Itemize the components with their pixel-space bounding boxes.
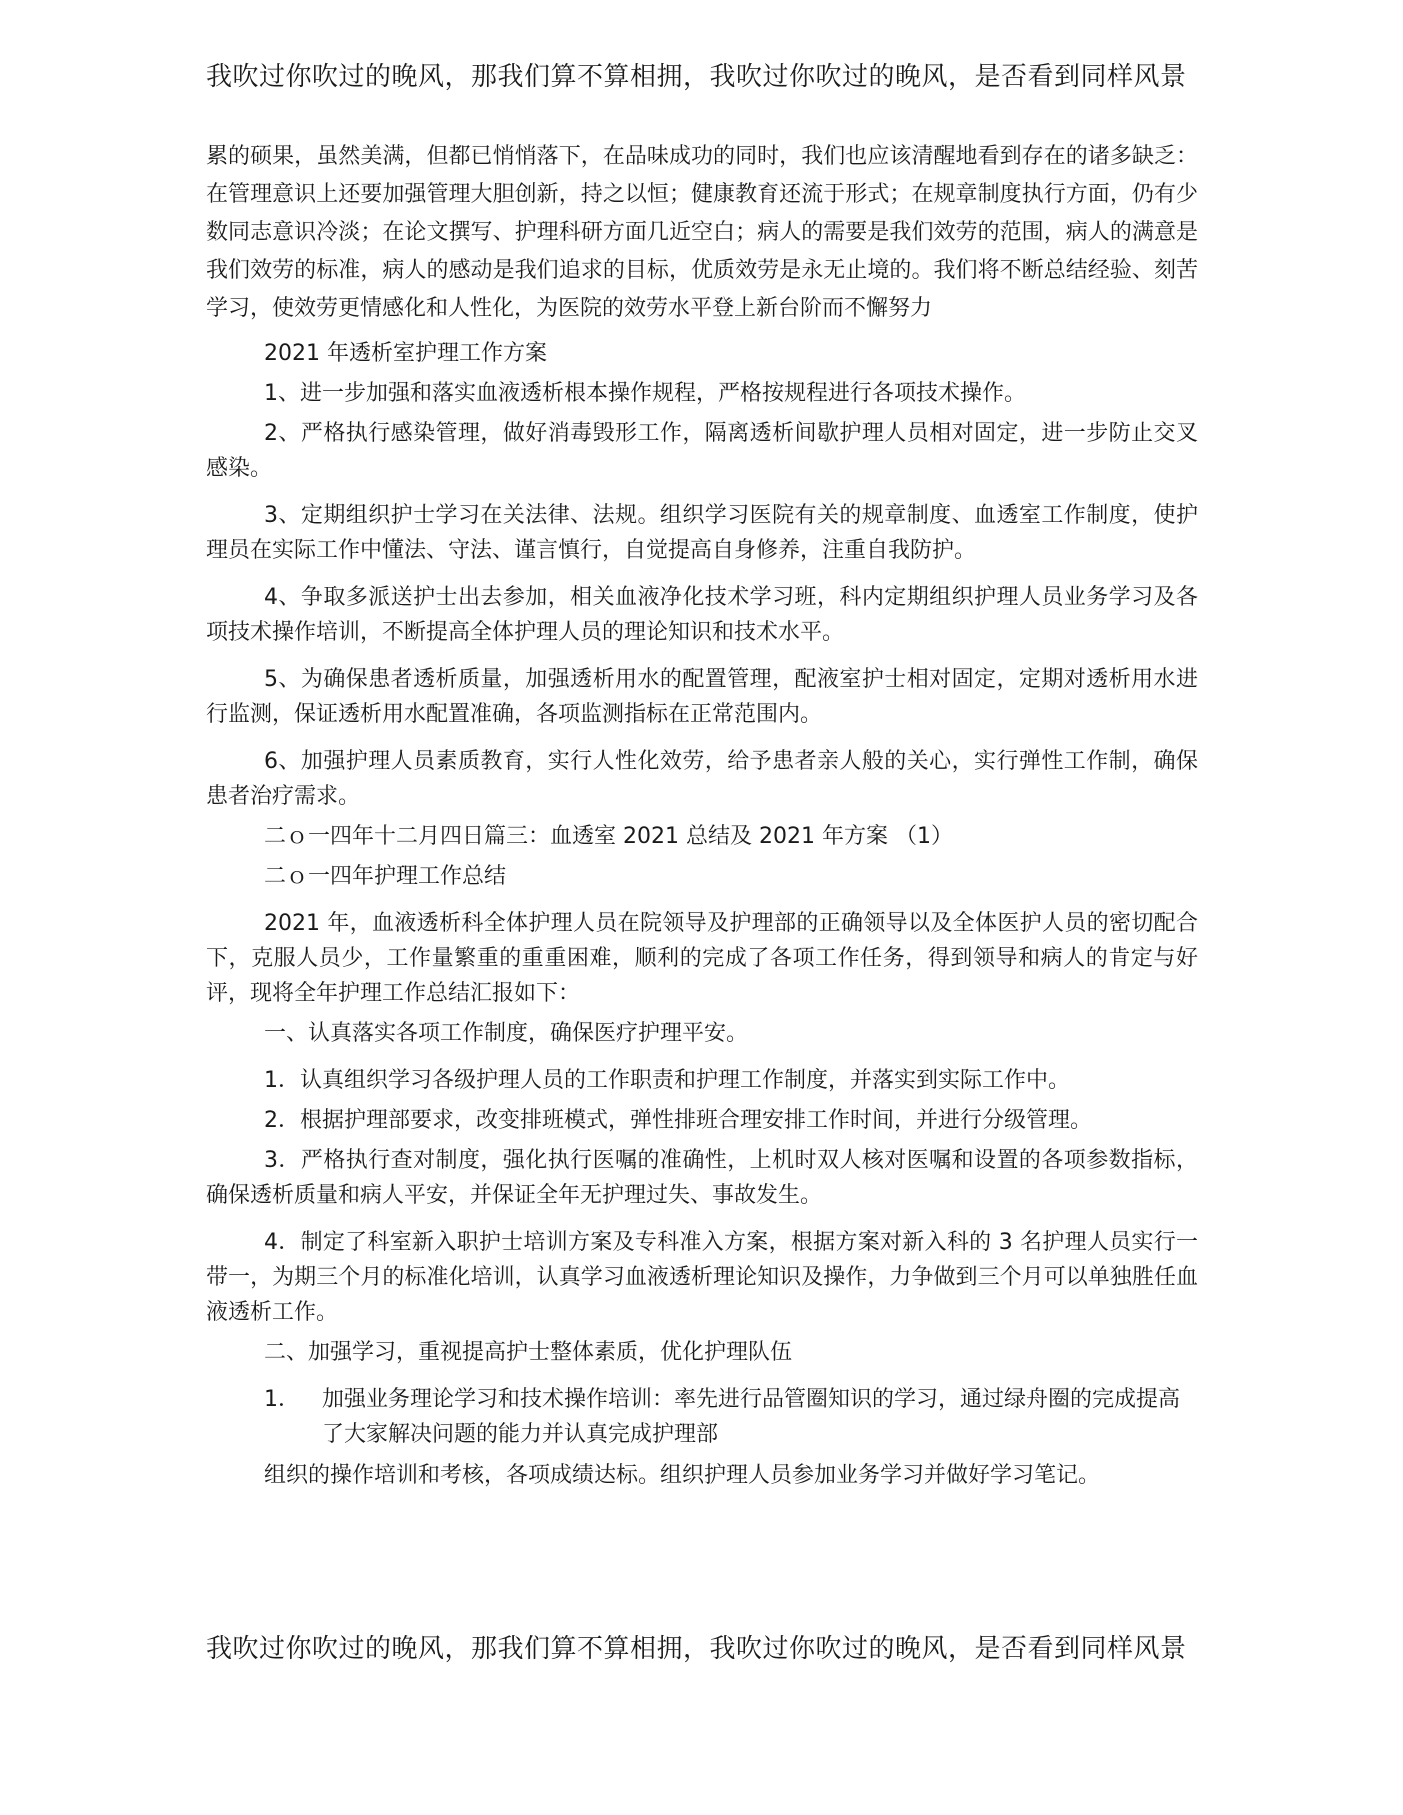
plan-item-6: 6、加强护理人员素质教育，实行人性化效劳，给予患者亲人般的关心，实行弹性工作制，确保患者治疗需求。 xyxy=(206,749,1198,809)
intro-paragraph: 累的硕果，虽然美满，但都已悄悄落下，在品味成功的同时，我们也应该清醒地看到存在的诸多缺乏：在管理意识上还要加强管理大胆创新，持之以恒；健康教育还流于形式；在规章制度执行方面，仍有少数同志意识冷淡；在论文撰写、护理科研方面几近空白；病人的需要是我们效劳的范围，病人的满意是我们效劳的标准，病人的感动是我们追求的目标，优质效劳是永无止境的。我们将不断总结经验、刻苦学习，使效劳更情感化和人性化，为医院的效劳水平登上新台阶而不懈努力 xyxy=(206,144,1198,321)
summary-title: 二ｏ一四年护理工作总结 xyxy=(264,864,507,889)
plan-item-3: 3、定期组织护士学习在关法律、法规。组织学习医院有关的规章制度、血透室工作制度，使护理员在实际工作中懂法、守法、谨言慎行，自觉提高自身修养，注重自我防护。 xyxy=(206,503,1198,563)
plan-title: 2021 年透析室护理工作方案 xyxy=(264,341,547,366)
section2-title: 二、加强学习，重视提高护士整体素质，优化护理队伍 xyxy=(264,1340,793,1365)
summary-intro: 2021 年，血液透析科全体护理人员在院领导及护理部的正确领导以及全体医护人员的密切配合下，克服人员少，工作量繁重的重重困难，顺利的完成了各项工作任务，得到领导和病人的肯定与好评，现将全年护理工作总结汇报如下： xyxy=(206,911,1198,1006)
plan-item-1: 1、进一步加强和落实血液透析根本操作规程，严格按规程进行各项技术操作。 xyxy=(264,381,1026,406)
document-body xyxy=(206,138,1198,1493)
section1-item-3: 3．严格执行查对制度，强化执行医嘱的准确性，上机时双人核对医嘱和设置的各项参数指标，确保透析质量和病人平安，并保证全年无护理过失、事故发生。 xyxy=(206,1148,1198,1208)
section2-item-1-number: 1． xyxy=(264,1387,300,1412)
section1-item-4: 4．制定了科室新入职护士培训方案及专科准入方案，根据方案对新入科的 3 名护理人员实行一带一，为期三个月的标准化培训，认真学习血液透析理论知识及操作，力争做到三个月可以单独胜任血液透析工作。 xyxy=(206,1230,1198,1325)
section2-item-1 xyxy=(206,1382,1198,1452)
section1-item-2: 2．根据护理部要求，改变排班模式，弹性排班合理安排工作时间，并进行分级管理。 xyxy=(264,1108,1092,1133)
section1-item-1: 1．认真组织学习各级护理人员的工作职责和护理工作制度，并落实到实际工作中。 xyxy=(264,1068,1070,1093)
header-banner: 我吹过你吹过的晚风，那我们算不算相拥，我吹过你吹过的晚风，是否看到同样风景 xyxy=(206,62,1187,92)
section1-title: 一、认真落实各项工作制度，确保医疗护理平安。 xyxy=(264,1021,749,1046)
plan-item-5: 5、为确保患者透析质量，加强透析用水的配置管理，配液室护士相对固定，定期对透析用水进行监测，保证透析用水配置准确，各项监测指标在正常范围内。 xyxy=(206,667,1198,727)
section2-continuation: 组织的操作培训和考核，各项成绩达标。组织护理人员参加业务学习并做好学习笔记。 xyxy=(264,1463,1101,1488)
section2-item-1-text: 加强业务理论学习和技术操作培训：率先进行品管圈知识的学习，通过绿舟圈的完成提高了大家解决问题的能力并认真完成护理部 xyxy=(322,1387,1181,1447)
plan-item-4: 4、争取多派送护士出去参加，相关血液净化技术学习班，科内定期组织护理人员业务学习及各项技术操作培训，不断提高全体护理人员的理论知识和技术水平。 xyxy=(206,585,1198,645)
footer-banner: 我吹过你吹过的晚风，那我们算不算相拥，我吹过你吹过的晚风，是否看到同样风景 xyxy=(206,1634,1187,1664)
date-line: 二ｏ一四年十二月四日篇三：血透室 2021 总结及 2021 年方案 （1） xyxy=(264,824,953,849)
plan-item-2: 2、严格执行感染管理，做好消毒毁形工作，隔离透析间歇护理人员相对固定，进一步防止交叉感染。 xyxy=(206,421,1198,481)
